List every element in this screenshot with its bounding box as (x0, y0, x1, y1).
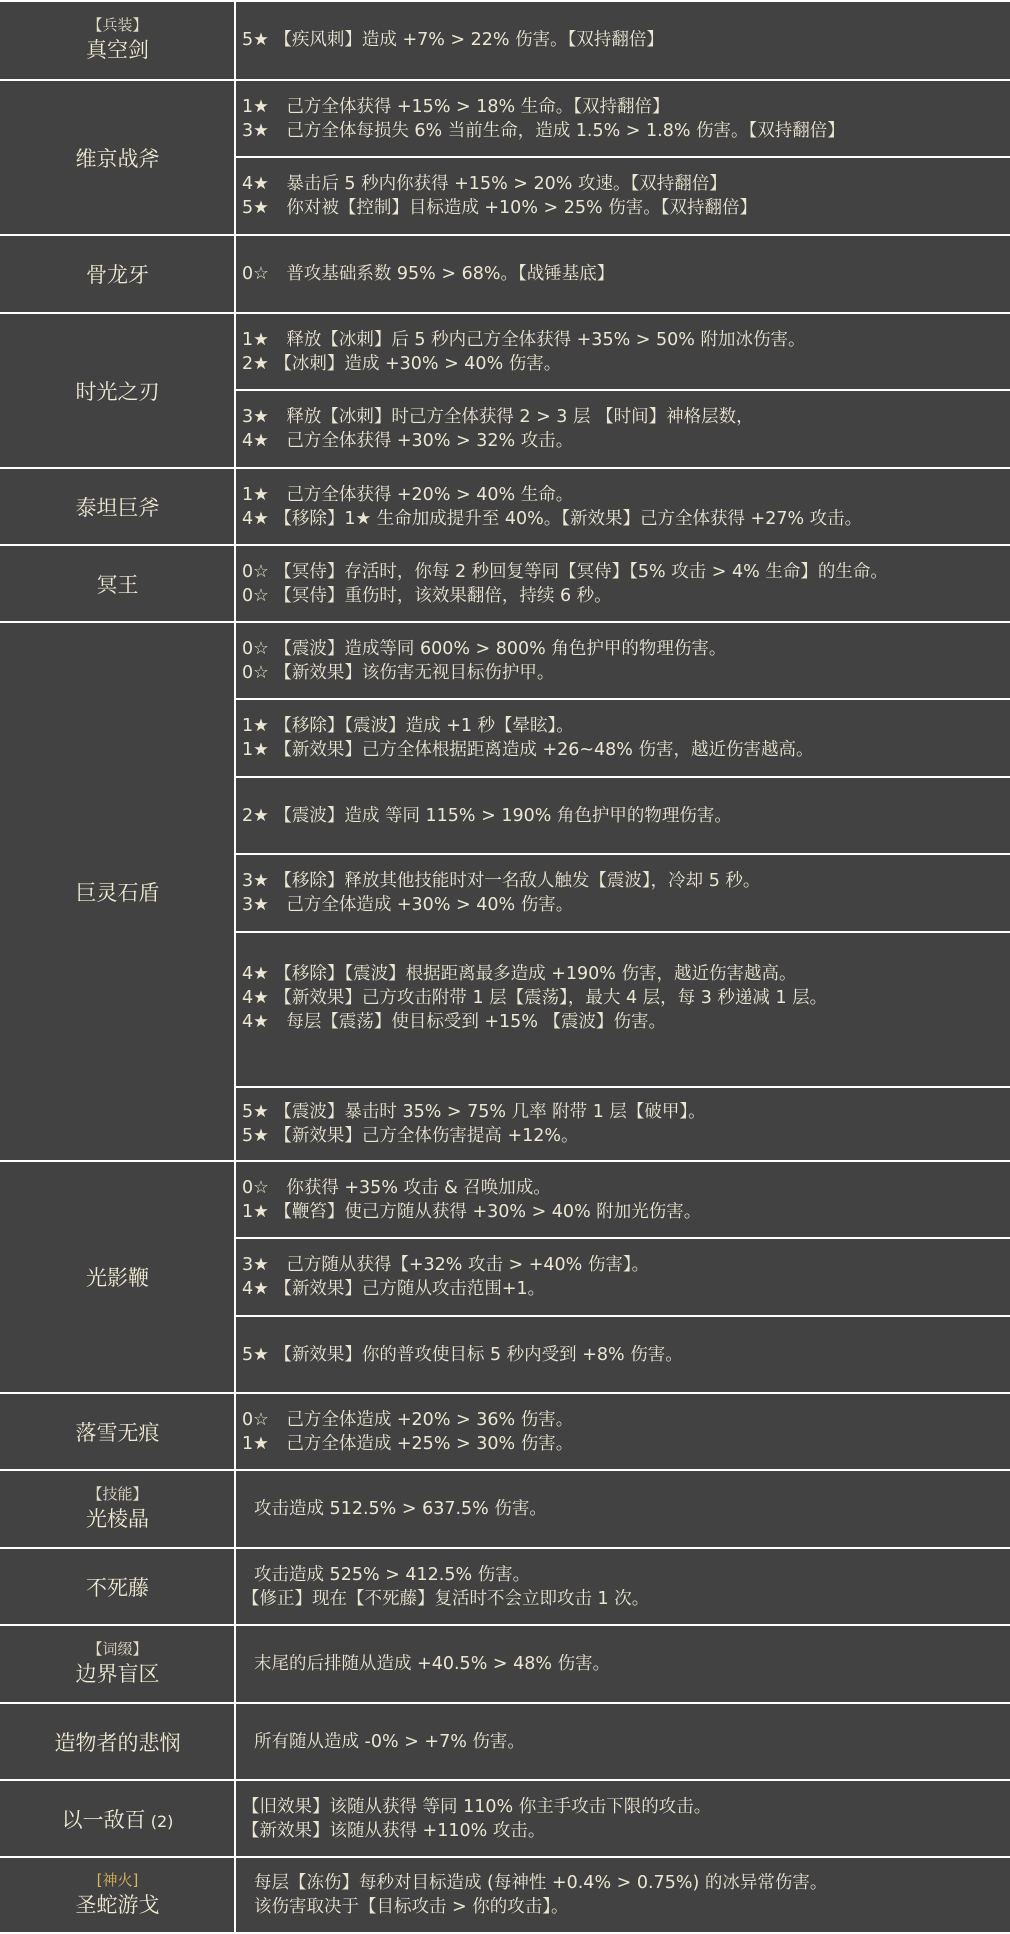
effect-line: 攻击造成 525% > 412.5% 伤害。 (254, 1564, 531, 1585)
effect-cell (236, 313, 1010, 390)
effect-cell (236, 1238, 1010, 1316)
item-name-cell (0, 1780, 235, 1857)
item-name (86, 1503, 149, 1533)
item-name-cell (0, 1393, 235, 1470)
item-name-cell (0, 468, 235, 545)
effect-cell (236, 1087, 1010, 1161)
effect-cell (236, 699, 1010, 777)
item-name-text: 落雪无痕 (75, 1420, 160, 1445)
table-row (0, 80, 1010, 235)
effect-cell (236, 1393, 1010, 1470)
effect-line: 3★ 释放【冰刺】时己方全体获得 2 > 3 层 【时间】神格层数， (242, 407, 754, 427)
effect-line: 5★ 你对被【控制】目标造成 +10% > 25% 伤害。【双持翻倍】 (242, 198, 757, 218)
effect-line: 1★ 己方全体获得 +20% > 40% 生命。 (242, 484, 574, 505)
item-name-text: 骨龙牙 (86, 263, 149, 287)
item-name-text: 维京战斧 (75, 146, 160, 171)
column-divider (234, 0, 236, 1933)
category-tag: 【词缀】 (87, 1640, 148, 1658)
item-name-cell (0, 0, 235, 80)
effect-line: 0☆ 【新效果】该伤害无视目标伤护甲。 (242, 662, 555, 683)
effect-line: 所有随从造成 -0% > +7% 伤害。 (254, 1731, 525, 1752)
effect-cell (236, 1316, 1010, 1393)
effect-cell (236, 1548, 1010, 1625)
effect-line: 2★ 【冰刺】造成 +30% > 40% 伤害。 (242, 353, 562, 374)
item-name-cell (0, 1161, 235, 1393)
effect-line: 4★ 【移除】1★ 生命加成提升至 40%。【新效果】己方全体获得 +27% 攻击。 (242, 508, 863, 529)
effect-line: 该伤害取决于【目标攻击 > 你的攻击】。 (254, 1897, 569, 1917)
effect-line: 3★ 己方全体每损失 6% 当前生命，造成 1.5% > 1.8% 伤害。【双持翻倍】 (242, 120, 845, 141)
effect-line: 【旧效果】该随从获得 等同 110% 你主手攻击下限的攻击。 (242, 1796, 712, 1817)
effect-cell (236, 622, 1010, 699)
effect-line: 4★ 己方全体获得 +30% > 32% 攻击。 (242, 431, 574, 451)
item-name-text: 边界盲区 (75, 1662, 160, 1686)
item-name (97, 569, 139, 599)
item-name-text: 时光之刃 (75, 379, 160, 404)
effect-line: 0☆ 【冥侍】重伤时，该效果翻倍，持续 6 秒。 (242, 585, 612, 606)
item-name (86, 34, 149, 64)
item-name-text: 真空剑 (86, 38, 149, 62)
effect-cell (236, 468, 1010, 545)
table-row (0, 1393, 1010, 1470)
item-name-cell (0, 1548, 235, 1625)
item-name-text: 造物者的悲悯 (54, 1730, 181, 1755)
item-name (86, 259, 149, 289)
table-row (0, 1470, 1010, 1548)
effect-cell (236, 80, 1010, 157)
item-name (76, 877, 160, 907)
table-row (0, 313, 1010, 468)
item-name-text: 泰坦巨斧 (75, 495, 160, 520)
item-name (76, 492, 160, 522)
category-tag: 【技能】 (87, 1485, 148, 1503)
effect-line: 4★ 【新效果】己方随从攻击范围+1。 (242, 1279, 546, 1299)
item-name-text: 冥王 (96, 572, 139, 597)
table-row (0, 235, 1010, 313)
effect-line: 0☆ 己方全体造成 +20% > 36% 伤害。 (242, 1409, 574, 1430)
item-name (86, 1572, 149, 1602)
item-name (55, 1727, 181, 1757)
item-name-cell (0, 235, 235, 313)
effect-line: 1★ 【移除】【震波】造成 +1 秒【晕眩】。 (242, 716, 574, 736)
effect-cell (236, 932, 1010, 1087)
effect-line: 1★ 释放【冰刺】后 5 秒内己方全体获得 +35% > 50% 附加冰伤害。 (242, 329, 806, 350)
table-row (0, 1161, 1010, 1393)
item-name (86, 1262, 149, 1292)
table-row (0, 622, 1010, 1161)
item-name (76, 143, 160, 173)
item-name-text: 光影鞭 (86, 1266, 149, 1290)
category-tag: [神火] (96, 1871, 139, 1889)
effect-cell (236, 1625, 1010, 1703)
effect-line: 1★ 己方全体造成 +25% > 30% 伤害。 (242, 1433, 574, 1454)
item-name-text: 以一敌百 (61, 1807, 146, 1832)
item-name-suffix: (2) (145, 1811, 174, 1831)
table-row (0, 1780, 1010, 1857)
effect-cell (236, 545, 1010, 622)
item-name (76, 1889, 160, 1919)
table-row (0, 545, 1010, 622)
item-name-text: 圣蛇游戈 (75, 1893, 160, 1917)
effect-line: 4★ 每层【震荡】使目标受到 +15% 【震波】伤害。 (242, 1011, 667, 1032)
effect-line: 1★ 【新效果】己方全体根据距离造成 +26~48% 伤害，越近伤害越高。 (242, 740, 814, 760)
effect-line: 5★ 【新效果】己方全体伤害提高 +12%。 (242, 1126, 579, 1146)
item-name (76, 376, 160, 406)
effect-line: 每层【冻伤】每秒对目标造成 (每神性 +0.4% > 0.75%) 的冰异常伤害。 (254, 1873, 828, 1893)
effect-line: 3★ 己方全体造成 +30% > 40% 伤害。 (242, 895, 574, 915)
item-name-cell (0, 1857, 235, 1933)
effect-line: 1★ 【鞭笞】使己方随从获得 +30% > 40% 附加光伤害。 (242, 1201, 702, 1222)
effect-line: 5★ 【新效果】你的普攻使目标 5 秒内受到 +8% 伤害。 (242, 1344, 683, 1365)
table-row (0, 468, 1010, 545)
effect-line: 0☆ 你获得 +35% 攻击 & 召唤加成。 (242, 1177, 551, 1198)
effect-line: 0☆ 普攻基础系数 95% > 68%。【战锤基底】 (242, 264, 615, 284)
effect-line: 攻击造成 512.5% > 637.5% 伤害。 (254, 1499, 547, 1519)
effect-line: 4★ 【移除】【震波】根据距离最多造成 +190% 伤害，越近伤害越高。 (242, 963, 797, 984)
effect-line (242, 1034, 1010, 1058)
item-name-text: 光棱晶 (86, 1507, 149, 1531)
table-row (0, 1703, 1010, 1780)
item-name-text: 巨灵石盾 (75, 880, 160, 905)
effect-cell (236, 1857, 1010, 1933)
effect-line: 2★ 【震波】造成 等同 115% > 190% 角色护甲的物理伤害。 (242, 805, 732, 826)
item-name-cell (0, 80, 235, 235)
table-row (0, 1857, 1010, 1933)
effect-line: 【修正】现在【不死藤】复活时不会立即攻击 1 次。 (242, 1588, 650, 1609)
effect-line: 3★ 己方随从获得【+32% 攻击 > +40% 伤害】。 (242, 1255, 650, 1275)
item-name-cell (0, 545, 235, 622)
item-name (76, 1658, 160, 1688)
effect-cell (236, 0, 1010, 80)
effect-cell (236, 390, 1010, 468)
effect-line: 末尾的后排随从造成 +40.5% > 48% 伤害。 (254, 1654, 611, 1674)
item-name-cell (0, 1470, 235, 1548)
effect-cell (236, 1703, 1010, 1780)
category-tag: 【兵装】 (87, 16, 148, 34)
item-name-text: 不死藤 (86, 1575, 149, 1600)
effect-line: 5★ 【震波】暴击时 35% > 75% 几率 附带 1 层【破甲】。 (242, 1102, 706, 1122)
effect-cell (236, 235, 1010, 313)
table-row (0, 1625, 1010, 1703)
effect-line: 0☆ 【震波】造成等同 600% > 800% 角色护甲的物理伤害。 (242, 638, 727, 659)
item-name (76, 1417, 160, 1447)
table-row (0, 0, 1010, 80)
effect-cell (236, 1780, 1010, 1857)
effect-line: 【新效果】该随从获得 +110% 攻击。 (242, 1820, 546, 1841)
effect-cell (236, 777, 1010, 854)
effect-cell (236, 157, 1010, 235)
effect-cell (236, 1161, 1010, 1238)
item-name-cell (0, 1625, 235, 1703)
effect-cell (236, 1470, 1010, 1548)
effect-line: 0☆ 【冥侍】存活时，你每 2 秒回复等同【冥侍】【5% 攻击 > 4% 生命】的生命。 (242, 561, 888, 582)
item-name-cell (0, 622, 235, 1161)
effect-line: 1★ 己方全体获得 +15% > 18% 生命。【双持翻倍】 (242, 96, 670, 117)
effect-line: 4★ 暴击后 5 秒内你获得 +15% > 20% 攻速。【双持翻倍】 (242, 174, 727, 194)
effect-line: 3★ 【移除】释放其他技能时对一名敌人触发【震波】，冷却 5 秒。 (242, 871, 761, 891)
table-row (0, 1548, 1010, 1625)
item-name-cell (0, 1703, 235, 1780)
item-name (62, 1804, 174, 1834)
effect-line: 5★ 【疾风刺】造成 +7% > 22% 伤害。【双持翻倍】 (242, 30, 664, 50)
item-name-cell (0, 313, 235, 468)
effect-cell (236, 854, 1010, 932)
effect-line: 4★ 【新效果】己方攻击附带 1 层【震荡】，最大 4 层，每 3 秒递减 1 层。 (242, 987, 828, 1008)
